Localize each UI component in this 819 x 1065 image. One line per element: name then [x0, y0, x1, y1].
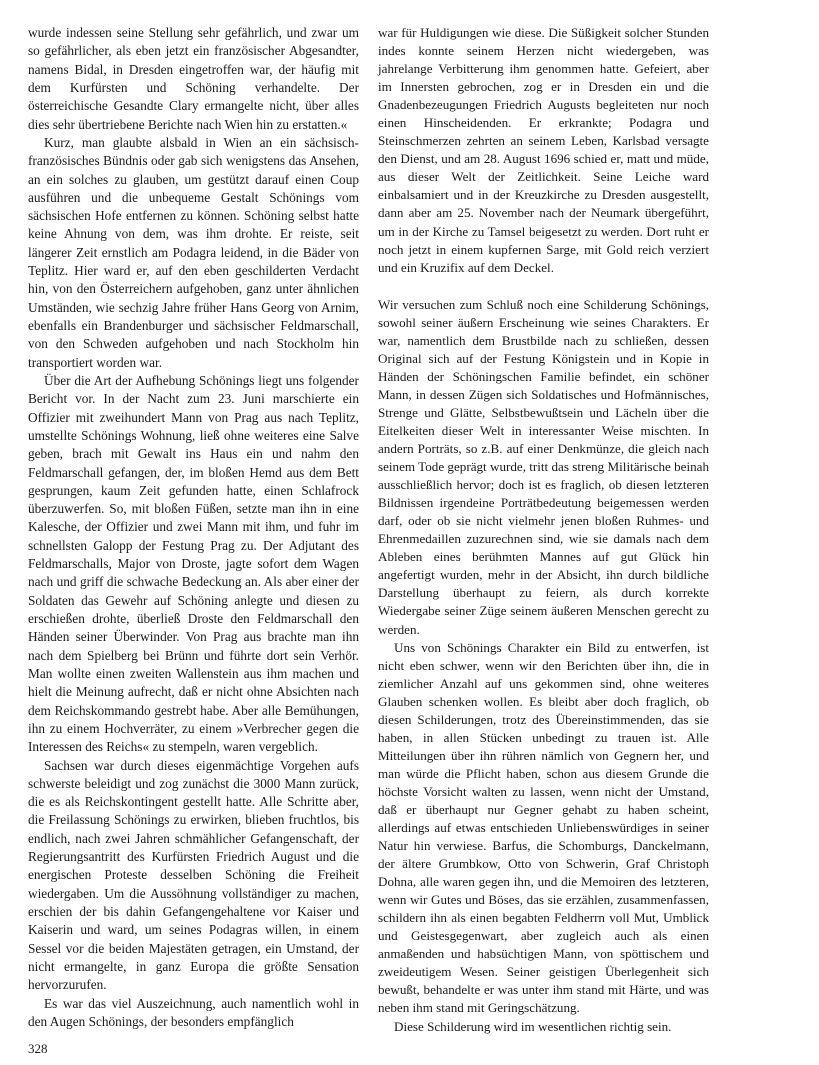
paragraph: Kurz, man glaubte alsbald in Wien an ein sächsisch-französisches Bündnis oder gab sich wenigstens das Ansehen, an ein solches zu glauben, um gestützt darauf einen Coup ausführen und die unbequeme Gestalt Schönings vom sächsischen Hofe entfernen zu können. Schöning selbst hatte keine Ahnung von dem, was ihm drohte. Er reiste, seit längerer Zeit ernstlich am Podagra leidend, in die Bäder von Teplitz. Hier ward er, auf den eben geschilderten Verdacht hin, von den Österreichern aufgehoben, ganz unter ähnlichen Umständen, wie sechzig Jahre früher Hans Georg von Arnim, ebenfalls ein Brandenburger und sächsischer Feldmarschall, von den Schweden aufgehoben und nach Stockholm hin transportiert worden war. [28, 134, 359, 370]
section-break [378, 277, 709, 296]
paragraph: Es war das viel Auszeichnung, auch namentlich wohl in den Augen Schönings, der besonders empfänglich [28, 995, 359, 1029]
page-number: 328 [28, 1041, 48, 1056]
paragraph: Über die Art der Aufhebung Schönings liegt uns folgender Bericht vor. In der Nacht zum 23. Juni marschierte ein Offizier mit zweihundert Mann von Prag aus nach Teplitz, umstellte Schönings Wohnung, ließ ohne weiteres eine Salve geben, brach mit Gewalt ins Haus ein und nahm den Feldmarschall gefangen, der, im bloßen Hemd aus dem Bett gesprungen, kaum Zeit gefunden hatte, einen Schlafrock überzuwerfen. So, mit bloßen Füßen, setzte man ihn in eine Kalesche, der Offizier und zwei Mann mit ihm, und fuhr im schnellsten Galopp der Festung Prag zu. Der Adjutant des Feldmarschalls, Major von Droste, jagte sofort dem Wagen nach und griff die schwache Bedeckung an. Als aber einer der Soldaten das Gewehr auf Schöning anlegte und diesen zu erschießen drohte, überließ Droste den Feldmarschall den Händen seiner Überwinder. Von Prag aus brachte man ihn nach dem Spielberg bei Brünn und führte dort sein Verhör. Man wollte einen zweiten Wallenstein aus ihm machen und hielt die Meinung aufrecht, daß er nicht ohne Absichten nach dem Reichskommando gestrebt habe. Aber alle Bemühungen, ihn zu einem Hochverräter, zu einem »Verbrecher gegen die Interessen des Reichs« zu stempeln, waren vergeblich. [28, 372, 359, 755]
paragraph: Uns von Schönings Charakter ein Bild zu entwerfen, ist nicht eben schwer, wenn wir den Berichten über ihn, die in ziemlicher Anzahl auf uns gekommen sind, ohne weiteres Glauben schenken wollen. Es bleibt aber doch fraglich, ob diesen Schilderungen, trotz des Übereinstimmenden, das sie haben, in allen Stücken unbedingt zu trauen ist. Alle Mitteilungen über ihn rühren nämlich von Gegnern her, und man würde die Pflicht haben, schon aus diesem Grunde die höchste Vorsicht walten zu lassen, wenn nicht der Umstand, daß er überhaupt nur Gegner gehabt zu haben scheint, allerdings auf etwas entschieden Unliebenswürdiges in seiner Natur hin verwiese. Barfus, die Schomburgs, Danckelmann, der ältere Grumbkow, Otto von Schwerin, Graf Christoph Dohna, alle waren gegen ihn, und die Memoiren des letzteren, wenn wir Gutes und Böses, das sie erzählen, zusammenfassen, schildern ihn als einen begabten Feldherrn voll Mut, Umblick und Geistesgegenwart, aber zugleich auch als einen anmaßenden und habsüchtigen Mann, von spöttischem und zweideutigem Wesen. Seiner geistigen Überlegenheit sich bewußt, behandelte er was unter ihm stand mit Härte, und was neben ihm stand mit Geringschätzung. [378, 639, 709, 1016]
left-column [28, 24, 359, 1031]
paragraph: Wir versuchen zum Schluß noch eine Schilderung Schönings, sowohl seiner äußern Erscheinung wie seines Charakters. Er war, namentlich dem Brustbilde nach zu schließen, dessen Original sich auf der Festung Königstein und in Kopie in Händen der Schöningschen Familie befindet, ein schöner Mann, in dessen Zügen sich Soldatisches und Hofmännisches, Strenge und Glätte, Selbstbewußtsein und Lächeln über die Eitelkeiten dieser Welt in interessanter Weise mischten. In andern Porträts, so z.B. auf einer Denkmünze, die gleich nach seinem Tode geprägt wurde, tritt das streng Militärische beinah ausschließlich hervor; doch ist es fraglich, ob diesen letzteren Bildnissen irgendeine Porträtbedeutung beigemessen werden darf, oder ob sie nicht vielmehr jenen bloßen Ruhmes- und Ehrenmedaillen zuzurechnen sind, wie sie damals nach dem Ableben eines berühmten Mannes auf gut Glück hin angefertigt wurden, mehr in der Absicht, ihn durch bildliche Darstellung überhaupt zu feiern, als durch korrekte Wiedergabe seiner Züge seinem äußeren Menschen gerecht zu werden. [378, 296, 709, 637]
paragraph: wurde indessen seine Stellung sehr gefährlich, und zwar um so gefährlicher, als eben jetzt ein französischer Abgesandter, namens Bidal, in Dresden eingetroffen war, der häufig mit dem Kurfürsten und Schöning verhandelte. Der österreichische Gesandte Clary ermangelte nicht, über alles dies sehr übertriebene Berichte nach Wien hin zu erstatten.« [28, 25, 359, 132]
paragraph: Diese Schilderung wird im wesentlichen richtig sein. [394, 1018, 672, 1034]
paragraph: war für Huldigungen wie diese. Die Süßigkeit solcher Stunden indes konnte seinem Herzen nicht wiedergeben, was jahrelange Verbitterung ihm genommen hatte. Gefeiert, aber im Innersten gebrochen, zog er in Dresden ein und die Gnadenbezeugungen Friedrich Augusts begleiteten nur noch einen Hinscheidenden. Er erkrankte; Podagra und Steinschmerzen zehrten an seinem Leben, Karlsbad versagte den Dienst, und am 28. August 1696 schied er, matt und müde, aus dieser Welt der Zeitlichkeit. Seine Leiche ward einbalsamiert und in der Kreuzkirche zu Dresden ausgestellt, dann aber am 25. November nach der Neumark übergeführt, um in der Kirche zu Tamsel beigesetzt zu werden. Dort ruht er noch jetzt in einem kupfernen Sarge, mit Gold reich verziert und ein Kruzifix auf dem Deckel. [378, 25, 709, 275]
paragraph: Sachsen war durch dieses eigenmächtige Vorgehen aufs schwerste beleidigt und zog zunächst die 3000 Mann zurück, die es als Reichskontingent gestellt hatte. Alle Schritte aber, die Freilassung Schönings zu erwirken, blieben fruchtlos, bis endlich, nach zwei Jahren schmählicher Gefangenschaft, der Regierungsantritt des Kurfürsten Friedrich August und die energischen Proteste desselben Schöning die Freiheit wiedergaben. Um die Aussöhnung vollständiger zu machen, erschien der bis dahin Gefangengehaltene vor Kaiser und Kaiserin und ward, um seines Podagras willen, in einem Sessel vor die beiden Majestäten getragen, ein Umstand, der nicht ermangelte, in ganz Europa die größte Sensation hervorzurufen. [28, 757, 359, 993]
right-column [378, 24, 709, 1036]
